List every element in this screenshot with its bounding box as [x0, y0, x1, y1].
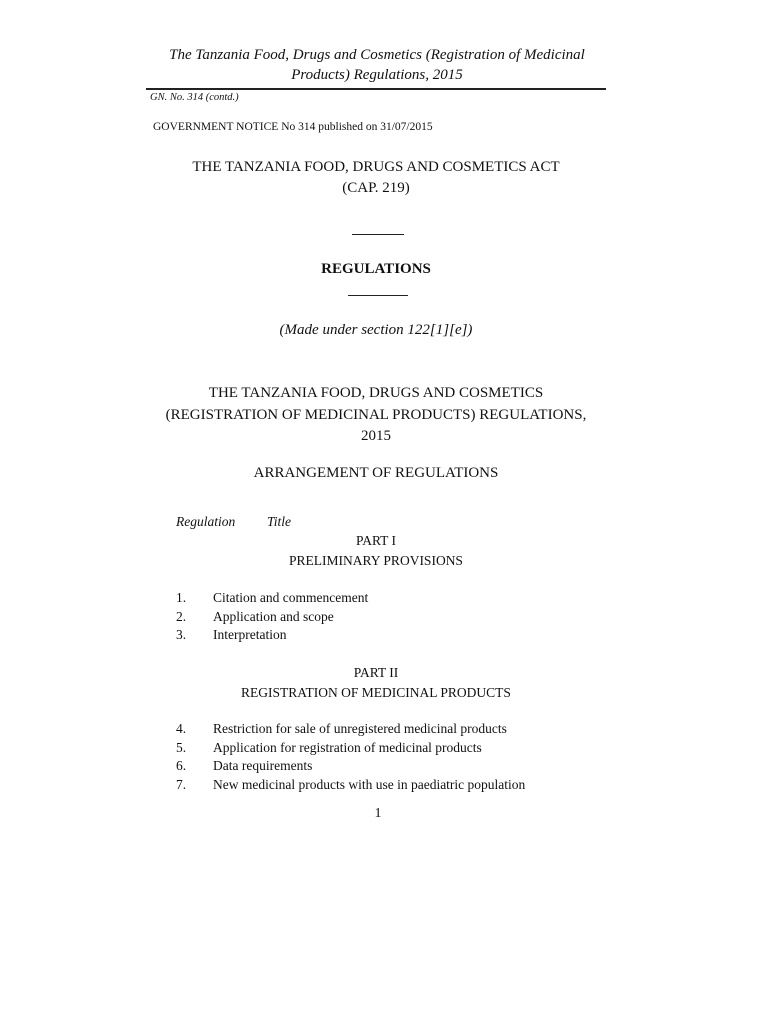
- toc-item-title: New medicinal products with use in paediatric population: [213, 776, 526, 792]
- toc-item-title: Interpretation: [213, 627, 287, 643]
- regulations-title-line-2: (REGISTRATION OF MEDICINAL PRODUCTS) REGULATIONS,: [165, 406, 587, 423]
- toc-item: [176, 608, 368, 627]
- regulations-title-line-1: THE TANZANIA FOOD, DRUGS AND COSMETICS: [208, 385, 544, 401]
- section-divider-2: [348, 295, 408, 296]
- toc-item-title: Application and scope: [213, 608, 334, 624]
- gn-contd-label: GN. No. 314 (contd.): [150, 92, 239, 103]
- toc-item-number: 6.: [176, 758, 187, 774]
- act-title-line-1: THE TANZANIA FOOD, DRUGS AND COSMETICS ACT: [192, 159, 560, 175]
- toc-item: [176, 739, 525, 758]
- made-under-section: (Made under section 122[1][e]): [279, 322, 473, 338]
- running-header-line-1: The Tanzania Food, Drugs and Cosmetics (Registration of Medicinal: [169, 47, 585, 63]
- toc-item-number: 3.: [176, 627, 187, 643]
- toc-item-title: Citation and commencement: [213, 590, 369, 605]
- part-heading: [146, 663, 606, 703]
- toc-item-title: Application for registration of medicinal products: [213, 739, 482, 755]
- act-title: [146, 157, 606, 199]
- toc-item: [176, 720, 525, 739]
- toc-item: [176, 776, 525, 795]
- toc-list-part-2: [176, 720, 525, 794]
- toc-item-number: 1.: [176, 590, 187, 605]
- toc-item: [176, 589, 368, 608]
- toc-item: [176, 757, 525, 776]
- toc-item: [176, 626, 368, 645]
- toc-item-number: 2.: [176, 608, 187, 624]
- column-header-title: Title: [267, 514, 292, 529]
- government-notice-line: GOVERNMENT NOTICE No 314 published on 31/07/2015: [153, 121, 433, 133]
- header-divider: [146, 88, 606, 90]
- part-title: REGISTRATION OF MEDICINAL PRODUCTS: [241, 685, 511, 700]
- arrangement-heading: ARRANGEMENT OF REGULATIONS: [253, 465, 499, 481]
- act-title-line-2: (CAP. 219): [342, 180, 410, 196]
- part-label: PART II: [353, 665, 399, 680]
- toc-item-number: 4.: [176, 721, 187, 736]
- running-header-line-2: Products) Regulations, 2015: [291, 67, 463, 83]
- regulations-title: [146, 383, 606, 448]
- page-number: 1: [374, 806, 382, 821]
- toc-item-title: Data requirements: [213, 758, 313, 774]
- part-heading: [146, 531, 606, 571]
- part-title: PRELIMINARY PROVISIONS: [289, 553, 463, 568]
- section-divider-1: [352, 234, 404, 235]
- regulations-title-line-3: 2015: [361, 428, 391, 444]
- part-label: PART I: [355, 533, 397, 548]
- running-header: [148, 45, 606, 85]
- regulations-heading: REGULATIONS: [321, 261, 431, 277]
- toc-item-number: 5.: [176, 739, 187, 755]
- toc-item-title: Restriction for sale of unregistered medicinal products: [213, 721, 507, 736]
- toc-list-part-1: [176, 589, 368, 645]
- toc-item-number: 7.: [176, 776, 187, 792]
- column-header-regulation: Regulation: [176, 514, 236, 529]
